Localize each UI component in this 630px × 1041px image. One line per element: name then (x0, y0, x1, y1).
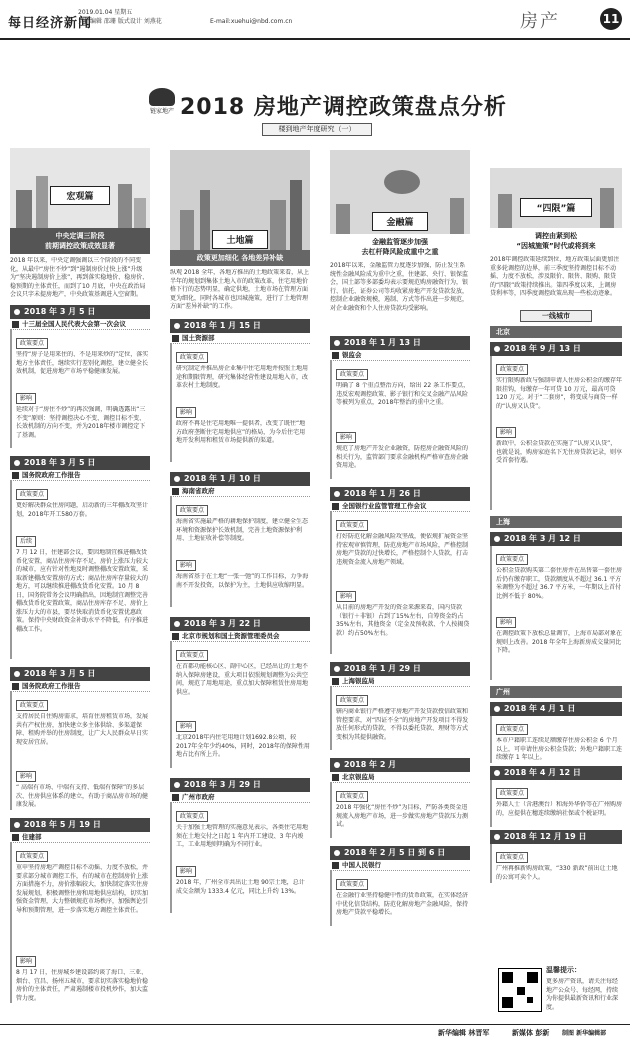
date-bar: 2018 年 4 月 1 日 (490, 702, 622, 716)
entry-text: 海南省实施最严格的耕地保护制度，建立健全生态环境和资源保护长效机制，完善土地资源保护利用、土地征收补偿等制度。 (176, 518, 309, 542)
org-label: 中国人民银行 (330, 860, 470, 871)
date-bar: 2018 年 3 月 5 日 (10, 667, 150, 681)
qr-code-icon[interactable] (498, 968, 542, 1012)
macro-sub2: 前期调控政策成效显著 (45, 242, 115, 250)
entry-text: 坚持“房子是用来住的、不是用来炒的”定位，落实地方主体责任，继续实行差别化调控，建立健全长效机制，促进房地产市场平稳健康发展。 (16, 351, 149, 375)
entry-text: 广州再推新购房政策，“330 新政”前出让土地的公寓可卖个人。 (496, 865, 618, 881)
date-bar: 2018 年 1 月 29 日 (330, 662, 470, 676)
four-limits-tag: “四限”篇 (520, 198, 592, 217)
key-tag: 政策要点 (176, 505, 208, 516)
four-limits-sub2: “因城施策”时代或将到来 (516, 242, 596, 250)
qr-label: 温馨提示： (546, 966, 581, 974)
entry-text: 支持居民自住购房需求，培育住房租赁市场，发展共有产权住房，加快建立多主体供给、多渠道保障、租购并举的住房制度，让广大人民群众早日实现安居宜居。 (16, 713, 149, 746)
key-tag: 影响 (496, 427, 516, 438)
key-tag: 政策要点 (336, 520, 368, 531)
org-label: 住建部 (10, 832, 150, 843)
entry-text: 海南省基于在土地“一张一弛”的工作目标，力争海南不开发投资，以保护为主，土地供应收缩明显。 (176, 573, 309, 589)
org-label: 十三届全国人民代表大会第一次会议 (10, 319, 150, 330)
org-label: 国务院政府工作报告 (10, 681, 150, 692)
tier-label: 一线城市 (520, 310, 592, 322)
entry-text: 在首都功能核心区、副中心区，已经出让的土地不纳入保障房建设，重大项目依照规划调整为公共空间，规范了用地用途，重点加大保障租赁住房用地供应。 (176, 663, 309, 696)
date-bar: 2018 年 3 月 29 日 (170, 778, 310, 792)
entry-text: 政府不再是住宅用地唯一提供者，改变了既往“地方政府垄断住宅用地供应”的格局，为今后住宅用地开发利用和租赁市场提供新的渠道。 (176, 420, 306, 444)
logo (148, 88, 176, 118)
key-tag: 政策要点 (336, 879, 368, 890)
header-email: E-mail:xuehui@nbd.com.cn (210, 18, 293, 25)
four-limits-sub1: 调控由紧到松 (535, 232, 577, 240)
key-tag: 影响 (336, 432, 356, 443)
header-editor: 责任编辑 邵珊 版式设计 刘燕花 (78, 18, 162, 25)
key-tag: 政策要点 (16, 851, 48, 862)
entry-text: 延续对于“房住不炒”的再次强调，明确透露出“三不变”原则：坚持调控决心不变、调控目标不变、长效机制的方向不变，并为2018年楼市调控定下了基调。 (16, 406, 146, 439)
date-bar: 2018 年 2 月 (330, 758, 470, 772)
city-shanghai (490, 516, 622, 680)
entry-text: 重申坚持房地产调控目标不动摇、力度不放松，并要求部分城市调控工作，有的城市在控制房价上涨方面措施不力，房价涨幅较大，加快制定落实住房发展规划，积极调整住房和用地供应结构，切实加强资金管理，大力整顿规范市场秩序，加强舆论引导和预期管理，进一步落实地方调控主体责任。 (16, 864, 149, 914)
entry-text: 从目前的房地产开发的资金来源来看，国内贷款（银行＋非银）占到了15%左右，自筹资金约占35%左右，其他资金（定金及预收款、个人按揭贷款）约占50%左右。 (336, 604, 470, 637)
date-bar: 2018 年 1 月 26 日 (330, 487, 470, 501)
logo-mark-icon (149, 88, 175, 106)
header-date: 2019.01.04 星期五 (78, 9, 133, 16)
date-bar: 2018 年 1 月 10 日 (170, 472, 310, 486)
key-tag: 政策要点 (176, 352, 208, 363)
org-label: 北京银监局 (330, 772, 470, 783)
macro-entry-4 (10, 818, 150, 1003)
macro-intro: 2018 年以来，中央定调强调以三个阶段的不同变化，从最中“房住不炒”到“遏制房价过快上涨”升级为“坚决遏制房价上涨”，再到落实稳地价、稳房价、稳预期的主体责任，而到了10 月底，中央在政治局会议只字未提房地产，中央政策基调进入空窗期。 (10, 257, 149, 297)
date-bar: 2018 年 3 月 5 日 (10, 305, 150, 319)
date-bar: 2018 年 1 月 15 日 (170, 319, 310, 333)
column-macro (10, 148, 150, 1003)
city-beijing (490, 326, 622, 510)
masthead: 每日经济新闻 (8, 16, 93, 31)
date-bar: 2018 年 1 月 13 日 (330, 336, 470, 350)
entry-text: 本市户籍职工连续足额缴存住房公积金 6 个月以上，可申请住房公积金贷款；外地户籍职工连续缴存 1 年以上。 (496, 737, 622, 761)
finance-entry-1 (330, 336, 470, 479)
entry-text: 在调控政策下放松总量调节，上海市局部对象在规则上改善。2018 年全年上海新房成交量同比下降。 (496, 630, 622, 654)
date-bar: 2018 年 12 月 19 日 (490, 830, 622, 844)
land-intro: 纵观 2018 全年，各地方推出的土地政策来看，从上半年的规划到集体土地入市的政策改革，住宅用地价格下行的态势明显，确定供地，土地市场在管理方面更为细化，同时各城市也因城施策，进行了土地管理方面“差异补缺”的工作。 (170, 269, 310, 309)
key-tag: 政策要点 (496, 852, 528, 863)
entry-text: 打好防范化解金融风险攻坚战，便依规扩展资金坚持宏观审慎管理，防范房地产市场风险，严格控制房地产贷款的过快增长，严格控制个人贷款，打击违规资金流入房地产领域。 (336, 533, 469, 566)
key-tag: 政策要点 (336, 695, 368, 706)
key-tag: 政策要点 (496, 724, 528, 735)
key-tag: 政策要点 (336, 791, 368, 802)
key-tag: 政策要点 (496, 364, 528, 375)
entry-text: 在金融行业坚持稳健中性的货币政策，在实体经济中优化信贷结构，防范化解房地产金融风险，保持房地产贷款平稳增长。 (336, 892, 469, 916)
finance-entry-3 (330, 662, 470, 750)
entry-text: “ 高端有市场、中端有支持、低端有保障”的多层次、住房供应体系的建立，有助于商品房市场的健康发展。 (16, 784, 149, 808)
entry-text: 公积金贷款购买第二套住房并在出售第一套住房后仍有缴存职工，贷款额度从不超过 36.1 平方米调整为不超过 36.7 平方米，一年期以上首付比例不低于 80%。 (496, 567, 622, 600)
city-name: 上海 (490, 516, 622, 528)
key-tag: 政策要点 (496, 788, 528, 799)
entry-text: 7 月 12 日，住建部会议，要因地制宜推进棚改货币化安置，商品住房库存不足，房价上涨压力较大的城市，应有针对性地及时调整棚改安置政策，采取新建棚改安置房的方式；商品住房库存量较大的地方，可以继续推进棚改货币化安置。10 月 8 日，国务院常务会议明确指出，因地制宜调整完善棚改货币化安置政策，商品住房库存不足、房价上涨压力大的市县，要尽快取消货币化安置优惠政策。保持中央财政资金补助水平不降低，有序推进棚改工作。 (16, 549, 149, 633)
finance-tag: 金融篇 (372, 212, 428, 231)
four-limits-illustration (490, 168, 622, 228)
date-bar: 2018 年 5 月 19 日 (10, 818, 150, 832)
entry-text: 外籍人士（含港澳台）和海外华侨等在广州购房的，应提供在穗连续缴纳社保或个税证明。 (496, 801, 622, 817)
org-label: 北京市规划和国土资源管理委员会 (170, 631, 310, 642)
entry-text: 2018 年强化“房住不炒”为目标，严防各类资金违规流入房地产市场，进一步做实房地产贷款压力测试。 (336, 804, 469, 828)
series-tag: 楼到地产年度研究（一） (262, 123, 372, 136)
key-tag: 政策要点 (16, 489, 48, 500)
entry-text: 明确了 8 个重点整治方向，给出 22 条工作要点，违反宏观调控政策、影子银行和交叉金融产品风险等被列为重点，2018年整治的重中之重。 (336, 382, 470, 406)
key-tag: 影响 (176, 560, 196, 571)
qr-text: 更多房产资讯，请关注每经地产公众号、每经网，持续为你提供最新资讯和行业深度。 (546, 978, 619, 1011)
finance-illustration (330, 150, 470, 234)
org-label: 国土资源部 (170, 333, 310, 344)
key-tag: 政策要点 (176, 650, 208, 661)
finance-entry-5 (330, 846, 470, 926)
macro-sub1: 中央定调三阶段 (55, 232, 105, 240)
land-entry-4 (170, 778, 310, 913)
city-name: 广州 (490, 686, 622, 698)
key-tag: 政策要点 (336, 369, 368, 380)
key-tag: 影响 (16, 956, 36, 967)
land-sub: 政策更加细化 各地差异补缺 (196, 254, 284, 262)
macro-entry-3 (10, 667, 150, 810)
entry-text: 2018 年，广州全市共出让土地 90宗土地，总计成交金额为 1333.4 亿元，同比上升约 13%。 (176, 879, 305, 895)
key-tag: 政策要点 (176, 811, 208, 822)
entry-text: 辖内商业银行严格遵守房地产开发贷款授信政策和管控要求，对“四证不全”的房地产开发项目不得发放任何形式的贷款，不得以委托贷款、理财等方式变相为其提供融资。 (336, 708, 469, 741)
land-entry-2 (170, 472, 310, 607)
finance-intro: 2018年以来，金融监管力度逐步加强，防止发生系统性金融风险成为重中之重，住建部、央行、银保监会，国土部等多部委均表示要规范购房融资行为，银行、信托、证券公司等均收紧房地产开发贷款发放，控制企业融资规模，遏制、方式等作出进一步规范，对企业融资和个人住房贷款均受影响。 (330, 262, 469, 312)
date-bar: 2018 年 2 月 5 日 到 6 日 (330, 846, 470, 860)
key-tag: 政策要点 (16, 700, 48, 711)
land-entry-1 (170, 319, 310, 462)
entry-text: 新政中，公积金贷款在实施了“认房又认贷”，也就是说，购房家庭名下无住房贷款记录，则享受首套待遇。 (496, 440, 622, 464)
key-tag: 影响 (176, 407, 196, 418)
footer-credit-2: 新媒体 彭新 (512, 1029, 550, 1037)
section-name: 房产 (520, 11, 560, 32)
footer-credit-1: 新华编辑 林晋军 (438, 1029, 490, 1037)
finance-sub1: 金融监管逐步加强 (372, 238, 428, 246)
four-limits-intro: 2018年调控政策延续到位，地方政策层面更加注重多轮调控的边界，前三季度坚持调控目标不动摇、力度不放松，涉及限价、限售、限购、限贷的“四限”政策持续推出。第四季度以来，上调房贷利率等，四季度调控政策出现一些松动迹象。 (490, 256, 620, 297)
entry-text: 实行限购新政与强制申请人住房公积金的缴存年限挂钩，每缴存一年可贷 10 万元，最高可贷 120 万元。对于“二套房”，将变成与商贷一样的“认房又认贷”。 (496, 377, 622, 410)
entry-text: 更好解决群众住房问题，启动新的三年棚改攻坚计划，2018年开工580万套。 (16, 502, 149, 518)
date-bar: 2018 年 3 月 12 日 (490, 532, 622, 546)
key-tag: 影响 (176, 866, 196, 877)
date-bar: 2018 年 3 月 5 日 (10, 456, 150, 470)
macro-illustration (10, 148, 150, 228)
org-label: 银监会 (330, 350, 470, 361)
key-tag: 影响 (496, 617, 516, 628)
key-tag: 政策要点 (16, 338, 48, 349)
key-tag: 影响 (336, 591, 356, 602)
footer-rule (0, 1024, 630, 1025)
org-label: 上海银监局 (330, 676, 470, 687)
key-tag: 影响 (16, 771, 36, 782)
macro-entry-2 (10, 456, 150, 659)
key-tag: 影响 (176, 721, 196, 732)
date-bar: 2018 年 3 月 22 日 (170, 617, 310, 631)
city-name: 北京 (490, 326, 622, 338)
page-number: 11 (600, 8, 622, 30)
org-label: 全国银行业监管管理工作会议 (330, 501, 470, 512)
entry-text: 北京2018年内住宅用地计划1692.8公顷，较2017年全年少约40%，同时，2018年的保障性用地占比有所上升。 (176, 734, 310, 758)
key-tag: 影响 (16, 393, 36, 404)
entry-text: 研究制定并推出房企业集中住宅用地并按照土地用途和期限管理，研究集体经营性建设用地入市，改革农村土地制度。 (176, 365, 309, 389)
finance-sub2: 去杠杆降风险成重中之重 (361, 248, 439, 256)
finance-entry-2 (330, 487, 470, 654)
finance-entry-4 (330, 758, 470, 838)
date-bar: 2018 年 9 月 13 日 (490, 342, 622, 356)
macro-tag: 宏观篇 (50, 186, 110, 205)
column-finance (330, 150, 470, 926)
macro-entry-1 (10, 305, 150, 448)
column-four-limits (490, 168, 622, 883)
date-bar: 2018 年 4 月 12 日 (490, 766, 622, 780)
city-guangzhou (490, 686, 622, 883)
org-label: 国务院政府工作报告 (10, 470, 150, 481)
logo-text: 链家地产 (149, 108, 174, 115)
entry-text: 关于加强土地管理的实施意见表示，各类住宅用地须在土地交付之日起 1 年内开工建设、3 年内竣工，工业用地则明确为不同行业。 (176, 824, 309, 848)
org-label: 海南省政府 (170, 486, 310, 497)
piggy-bank-icon (384, 170, 420, 194)
org-label: 广州市政府 (170, 792, 310, 803)
land-entry-3 (170, 617, 310, 768)
entry-text: 规范了房地产开发企业融资，防控房企融资风险的相关行为，监管部门要求金融机构严格审查房企融资用途。 (336, 445, 469, 469)
key-tag: 政策要点 (496, 554, 528, 565)
headline: 2018 房地产调控政策盘点分析 (180, 95, 507, 120)
key-tag: 后续 (16, 536, 36, 547)
column-land (170, 150, 310, 913)
entry-text: 8 月 17 日，住房城乡建设部约谈了海口、三亚、烟台、宜昌、扬州五城市，要求切实落实稳地价稳房价的主体责任，严肃遏制楼市投机炒作，加大监管力度。 (16, 969, 149, 1002)
footer-credit-3: 制图 新华编辑部 (562, 1030, 607, 1037)
land-tag: 土地篇 (212, 230, 268, 249)
land-illustration (170, 150, 310, 250)
